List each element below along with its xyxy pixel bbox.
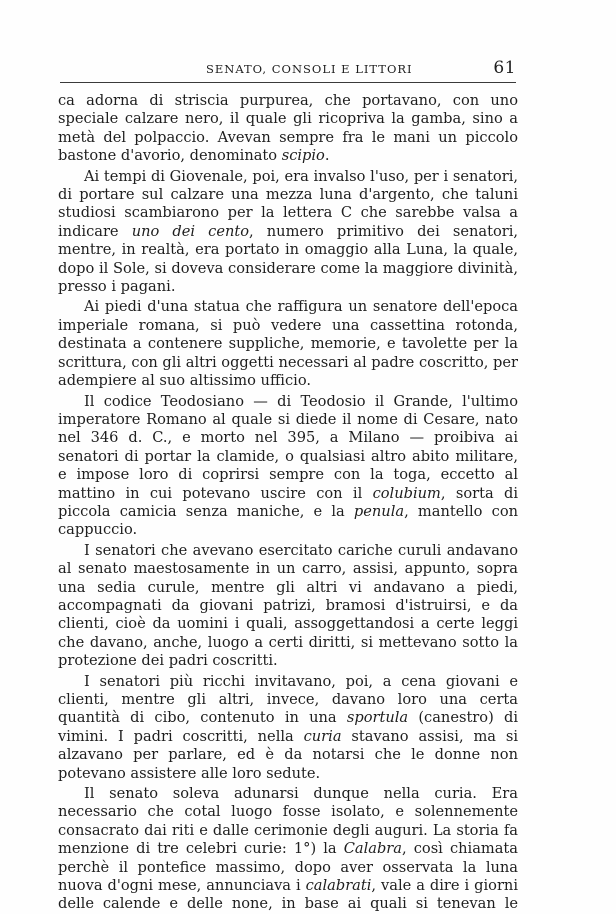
text-run: Il senato soleva adunarsi dunque nella curia. Era necessario che cotal luogo fosse isolato, e solennemente consacrato dai riti e dalle cerimonie degli auguri. La storia fa menzione di tre celebri curie: 1°) la	[58, 785, 518, 858]
italic-term: curia	[303, 727, 342, 745]
text-run: , così chiamata perchè il pontefice massimo, dopo aver osservata la luna nuova d'ogni mese, annunciava i	[58, 840, 518, 895]
italic-term: Calabra	[343, 840, 402, 858]
text-run: (canestro) di vimini. I padri coscritti, nella	[58, 709, 519, 745]
text-run: stavano assisi, ma si alzavano per parlare, ed è da notarsi che le donne non potevano assistere alle loro sedute.	[58, 727, 518, 782]
header-rule	[60, 82, 516, 83]
italic-term: penula	[353, 502, 405, 520]
running-title: SENATO, CONSOLI E LITTORI	[206, 62, 413, 76]
text-run: .	[324, 147, 330, 165]
text-run: , numero primitivo dei senatori, mentre, in realtà, era portato in omaggio alla Luna, la quale, dopo il Sole, si doveva considerare come la maggiore divinità, presso i pagani.	[58, 222, 519, 296]
paragraph	[58, 92, 518, 166]
italic-term: sportula	[346, 709, 409, 727]
italic-term: scipio	[281, 147, 325, 165]
text-run: Ai piedi d'una statua che raffigura un senatore dell'epoca imperiale romana, si può vedere una cassettina rotonda, destinata a contenere suppliche, memorie, e tavolette per la scrittura, con gli altri oggetti necessari al padre coscritto, per adempiere al suo altissimo ufficio.	[58, 298, 518, 390]
body-text	[58, 92, 518, 914]
italic-term: colubium	[372, 484, 441, 502]
paragraph	[58, 298, 518, 390]
text-run: Ai tempi di Giovenale, poi, era invalso l'uso, per i senatori, di portare sul calzare una mezza luna d'argento, che taluni studiosi scambiarono per la lettera C che sarebbe valsa a indicare	[58, 167, 518, 240]
paragraph	[58, 673, 518, 783]
text-run: I senatori più ricchi invitavano, poi, a cena giovani e clienti, mentre gli altri, invece, davano loro una certa quantità di cibo, contenuto in una	[58, 672, 518, 727]
text-run: Il codice Teodosiano — di Teodosio il Grande, l'ultimo imperatore Romano al quale si diede il nome di Cesare, nato nel 346 d. C., e morto nel 395, a Milano — proibiva ai senatori di portar la clamide, o qualsiasi altro abito militare, e impose loro di coprirsi sempre con la toga, eccetto al mattino in cui potevano uscire con il	[58, 392, 518, 502]
text-run: I senatori che avevano esercitato cariche curuli andavano al senato maestosamente in un carro, assisi, appunto, sopra una sedia curule, mentre gli altri vi andavano a piedi, accompagnati da giovani patrizi, bramosi d'istruirsi, e da clienti, cioè da uomini i quali, assoggettandosi a certe leggi che davano, anche, luogo a certi diritti, si mettevano sotto la protezione dei padri coscritti.	[58, 541, 518, 670]
text-run: , vale a dire i giorni delle calende e delle none, in base ai quali si tenevan le	[58, 877, 518, 913]
paragraph	[58, 542, 518, 671]
text-run: ca adorna di striscia purpurea, che portavano, con uno speciale calzare nero, il quale gli ricopriva la gamba, sino a metà del polpaccio. Avevan sempre fra le mani un piccolo bastone d'avorio, denominato	[58, 92, 518, 165]
paragraph	[58, 785, 518, 914]
italic-term: calabrati	[305, 877, 372, 895]
text-run: , mantello con cappuccio.	[58, 502, 519, 539]
paragraph	[58, 393, 518, 540]
paragraph	[58, 168, 518, 297]
italic-term: uno dei cento	[131, 222, 250, 240]
text-run: , sorta di piccola camicia senza maniche, e la	[58, 484, 518, 520]
page-header	[60, 58, 516, 80]
page-number: 61	[493, 58, 516, 78]
